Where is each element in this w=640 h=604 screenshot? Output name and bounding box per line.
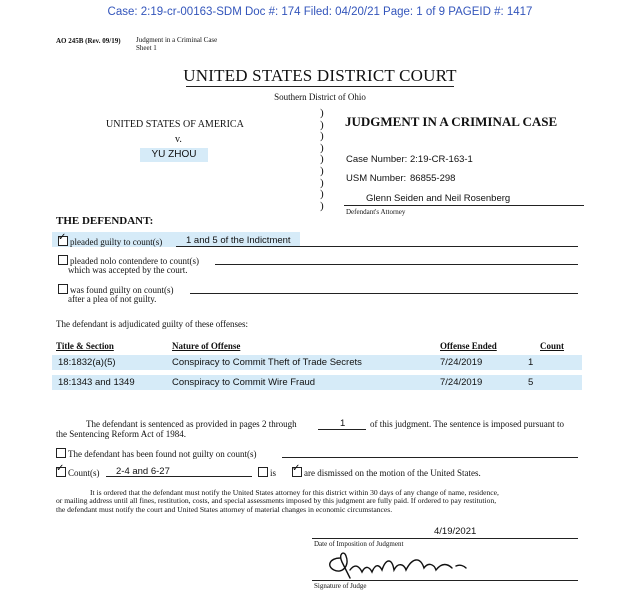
form-code: AO 245B (Rev. 09/19) [56,37,121,45]
are-checkbox[interactable] [292,467,302,477]
are-row [292,466,481,478]
header-offense-ended: Offense Ended [440,341,497,351]
usm-number: 86855-298 [410,173,456,184]
found-guilty-rule [190,293,578,294]
case-number: 2:19-CR-163-1 [410,154,473,165]
signature-label: Signature of Judge [314,582,367,590]
offense-ended: 7/24/2019 [440,357,483,368]
offense-nature: Conspiracy to Commit Theft of Trade Secrets [172,357,362,368]
attorney-rule [344,205,584,206]
offense-count: 1 [528,357,534,368]
judge-signature [320,548,480,582]
pleaded-guilty-checkbox[interactable] [58,236,68,246]
court-name: UNITED STATES DISTRICT COURT [183,66,457,85]
is-row [258,466,276,478]
counts-value: 2-4 and 6-27 [116,466,170,477]
case-number-label: Case Number: [346,154,408,165]
are-label: are dismissed on the motion of the United States. [304,468,481,478]
header-count: Count [540,341,565,351]
counts-row [56,466,100,478]
offense-ended: 7/24/2019 [440,377,483,388]
offense-section: 18:1832(a)(5) [58,357,116,368]
nolo-checkbox[interactable] [58,255,68,265]
sentence-text-1: The defendant is sentenced as provided in pages 2 through [86,419,297,429]
adjudicated-text: The defendant is adjudicated guilty of these offenses: [56,319,249,329]
found-guilty-label: was found guilty on count(s) [70,285,174,295]
date-rule [312,538,578,539]
defendant-name: YU ZHOU [140,148,208,162]
form-sheet: Sheet 1 [136,44,157,52]
usm-number-label: USM Number: [346,173,407,184]
nolo-rule [215,264,578,265]
offense-nature: Conspiracy to Commit Wire Fraud [172,377,316,388]
nolo-label: pleaded nolo contendere to count(s) [70,256,199,266]
counts-rule [106,476,252,477]
sentence-text-3: the Sentencing Reform Act of 1984. [56,429,186,439]
order-line-2: or mailing address until all fines, restitution, costs, and special assessments imposed by this judgment are fully paid. If ordered to pay restitution, [56,496,497,506]
form-title: Judgment in a Criminal Case [136,36,218,44]
caption-parens: ) ) ) ) ) ) ) ) ) [320,107,324,212]
not-guilty-row [56,447,256,459]
not-guilty-rule [282,457,578,458]
counts-checkbox[interactable] [56,467,66,477]
pleaded-guilty-value: 1 and 5 of the Indictment [186,235,291,246]
order-paragraph [56,489,596,514]
not-guilty-label: The defendant has been found not guilty on count(s) [68,449,257,459]
not-guilty-checkbox[interactable] [56,448,66,458]
sentence-pages: 1 [340,418,346,429]
date-label: Date of Imposition of Judgment [314,540,404,548]
district-name: Southern District of Ohio [274,92,366,102]
nolo-accepted: which was accepted by the court. [68,265,188,275]
counts-label: Count(s) [68,468,100,478]
header-nature: Nature of Offense [172,341,241,351]
header-title-section: Title & Section [56,341,114,351]
pages-rule [318,429,366,430]
defendant-heading: THE DEFENDANT: [56,215,154,227]
found-guilty-note: after a plea of not guilty. [68,294,157,304]
attorney-label: Defendant's Attorney [346,208,406,216]
is-label: is [270,468,277,478]
judgment-date: 4/19/2021 [434,526,477,537]
offense-count: 5 [528,377,534,388]
case-header: Case: 2:19-cr-00163-SDM Doc #: 174 Filed: 04/20/21 Page: 1 of 9 PAGEID #: 1417 [107,6,533,18]
found-guilty-checkbox[interactable] [58,284,68,294]
versus: v. [175,134,182,145]
is-checkbox[interactable] [258,467,268,477]
pleaded-guilty-label: pleaded guilty to count(s) [70,237,163,247]
pleaded-guilty-row [58,235,162,247]
order-line-1: It is ordered that the defendant must notify the United States attorney for this district within 30 days of any change of name, residence, [90,488,499,497]
plaintiff-name: UNITED STATES OF AMERICA [106,119,244,130]
order-line-3: the defendant must notify the court and United States attorney of material changes in economic circumstances. [56,504,393,514]
document-title: JUDGMENT IN A CRIMINAL CASE [345,114,558,129]
defense-attorney: Glenn Seiden and Neil Rosenberg [366,193,511,204]
sentence-text-2: of this judgment. The sentence is imposed pursuant to [370,419,565,429]
offense-section: 18:1343 and 1349 [58,377,135,388]
signature-rule [312,580,578,581]
court-rule [186,86,454,87]
plea-rule [176,246,578,247]
